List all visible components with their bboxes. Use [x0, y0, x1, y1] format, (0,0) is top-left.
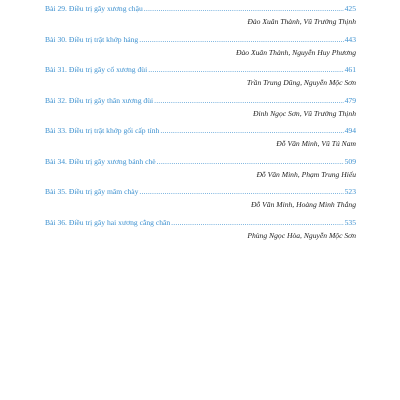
toc-entry-page-number[interactable]: 425: [344, 4, 356, 13]
toc-entry-line[interactable]: [45, 122, 356, 136]
dot-leader: [139, 35, 343, 45]
dot-leader: [148, 65, 343, 75]
toc-entry-title[interactable]: Bài 29. Điều trị gãy xương chậu: [45, 4, 143, 13]
toc-entry-31: [45, 61, 356, 92]
toc-entry-page-number[interactable]: 443: [344, 34, 356, 44]
toc-entry-page-number[interactable]: 535: [344, 217, 356, 227]
toc-entry-page-number[interactable]: 509: [344, 156, 356, 166]
toc-entry-29: [45, 0, 356, 31]
toc-entry-title[interactable]: Bài 34. Điều trị gãy xương bánh chè: [45, 156, 156, 166]
toc-entry-authors: Đỗ Văn Minh, Phạm Trung Hiếu: [256, 169, 356, 179]
dot-leader: [157, 157, 344, 167]
toc-entry-line[interactable]: [45, 153, 356, 167]
toc-entry-line[interactable]: [45, 183, 356, 197]
dot-leader: [139, 187, 343, 197]
toc-entry-title[interactable]: Bài 31. Điều trị gãy cổ xương đùi: [45, 65, 148, 74]
toc-entry-authors: Đào Xuân Thành, Nguyễn Huy Phương: [236, 47, 356, 57]
toc-entry-page-number[interactable]: 523: [344, 187, 356, 196]
dot-leader: [144, 4, 344, 14]
dot-leader: [171, 218, 343, 228]
toc-entry-page-number[interactable]: 494: [344, 126, 356, 135]
toc-entry-page-number[interactable]: 479: [344, 95, 356, 105]
toc-entry-32: [45, 92, 356, 123]
toc-entry-authors: Đào Xuân Thành, Vũ Trường Thịnh: [247, 17, 356, 26]
toc-entry-title[interactable]: Bài 30. Điều trị trật khớp háng: [45, 34, 139, 44]
toc-entry-authors: Đỗ Văn Minh, Hoàng Minh Thắng: [250, 200, 356, 209]
table-of-contents: [45, 0, 356, 244]
dot-leader: [160, 126, 343, 136]
toc-entry-title[interactable]: Bài 36. Điều trị gãy hai xương cẳng chân: [45, 217, 171, 227]
toc-entry-36: [45, 214, 356, 245]
toc-entry-line[interactable]: [45, 31, 356, 45]
toc-entry-33: [45, 122, 356, 153]
toc-entry-authors: Trần Trung Dũng, Nguyễn Mộc Sơn: [246, 78, 356, 87]
toc-entry-35: [45, 183, 356, 214]
toc-entry-authors: Đỗ Văn Minh, Vũ Tú Nam: [276, 139, 356, 148]
toc-entry-title[interactable]: Bài 32. Điều trị gãy thân xương đùi: [45, 95, 154, 105]
toc-entry-authors: Phùng Ngọc Hòa, Nguyễn Mộc Sơn: [247, 230, 356, 240]
toc-entry-30: [45, 31, 356, 62]
toc-entry-line[interactable]: [45, 0, 356, 14]
toc-entry-page-number[interactable]: 461: [344, 65, 356, 74]
toc-entry-title[interactable]: Bài 35. Điều trị gãy mâm chày: [45, 187, 139, 196]
toc-entry-title[interactable]: Bài 33. Điều trị trật khớp gối cấp tính: [45, 126, 160, 135]
dot-leader: [154, 96, 344, 106]
toc-entry-line[interactable]: [45, 214, 356, 228]
toc-entry-line[interactable]: [45, 61, 356, 75]
toc-entry-34: [45, 153, 356, 184]
toc-entry-line[interactable]: [45, 92, 356, 106]
toc-entry-authors: Đinh Ngọc Sơn, Vũ Trường Thịnh: [253, 108, 356, 118]
